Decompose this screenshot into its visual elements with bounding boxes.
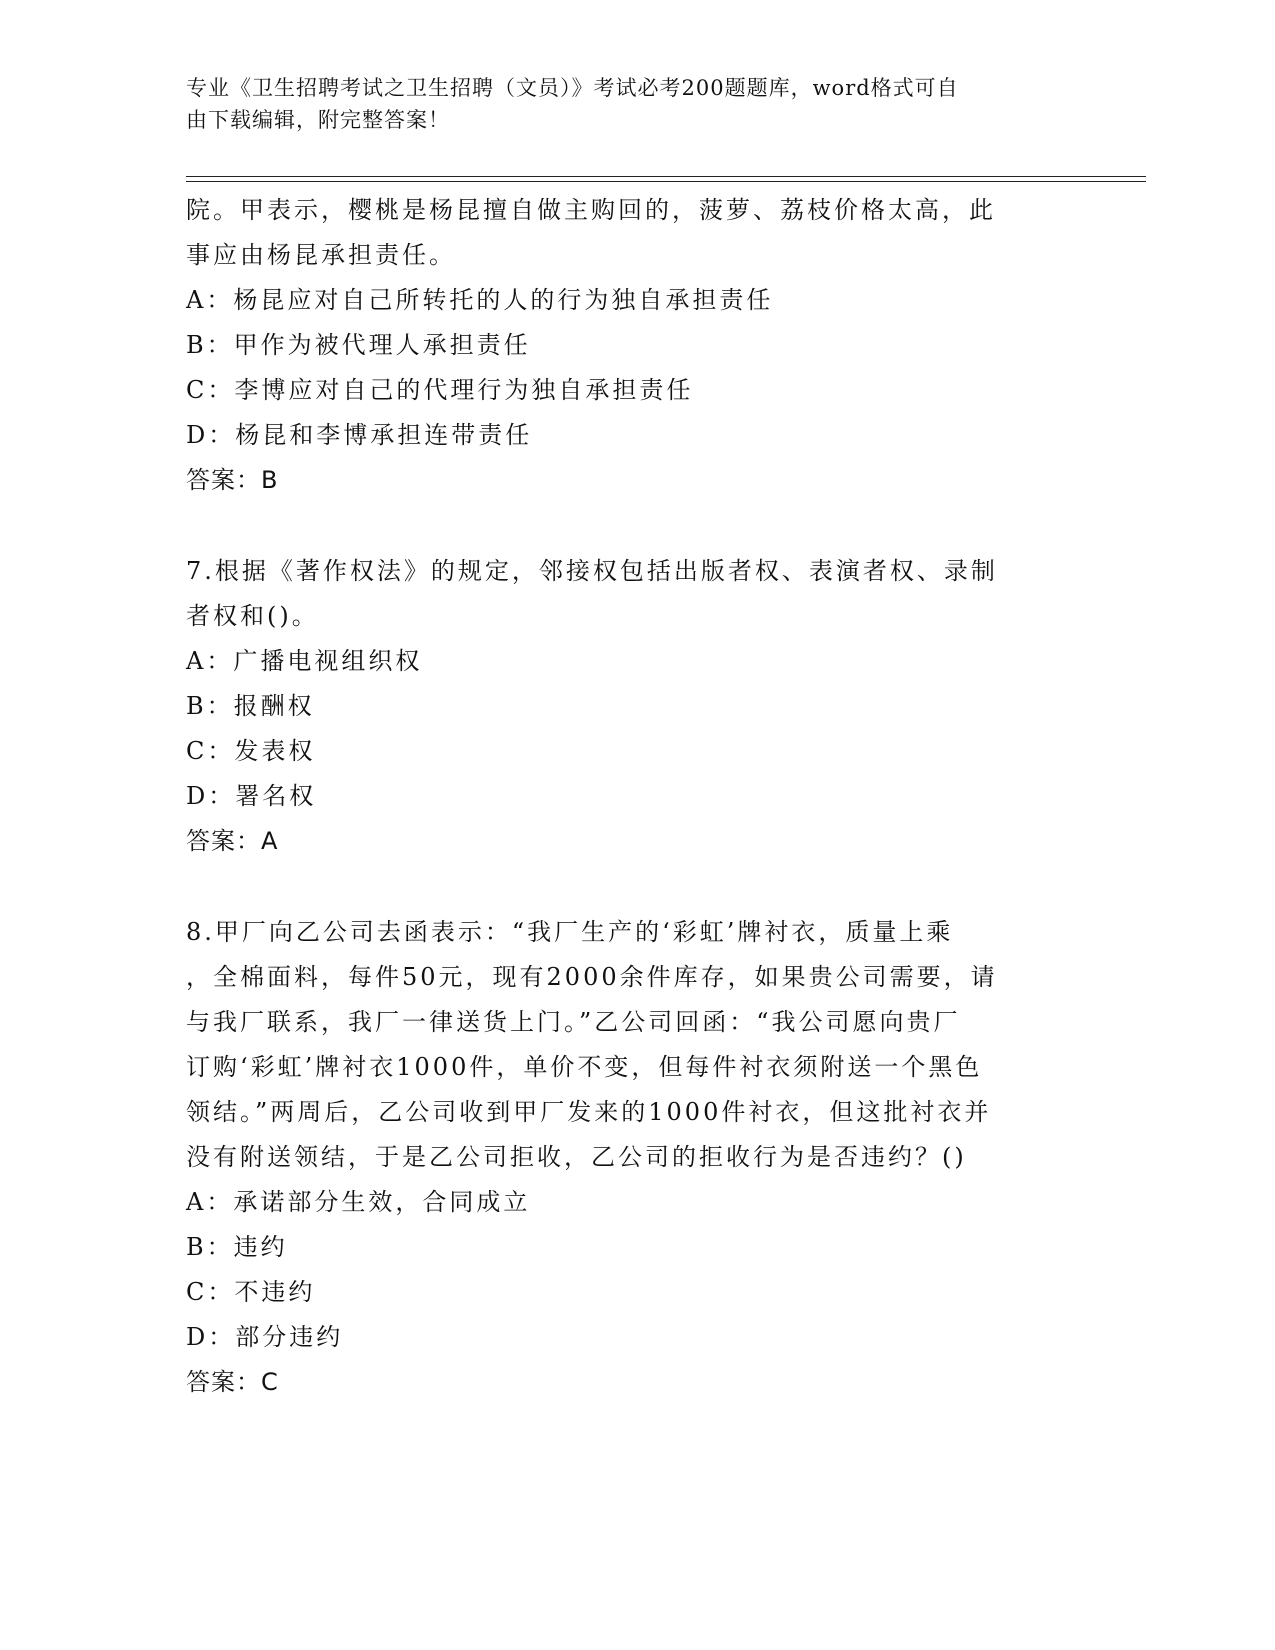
question-stem-line: 7.根据《著作权法》的规定，邻接权包括出版者权、表演者权、录制 (186, 557, 998, 585)
header-line-2: 由下载编辑，附完整答案！ (186, 108, 450, 132)
question-stem-line: 订购‘彩虹’牌衬衣1000件，单价不变，但每件衬衣须附送一个黑色 (186, 1053, 983, 1081)
option-c: C：发表权 (186, 737, 316, 765)
question-6 (186, 188, 1066, 503)
spacer (186, 864, 1066, 910)
question-stem-line: 领结。”两周后，乙公司收到甲厂发来的1000件衬衣，但这批衬衣并 (186, 1098, 992, 1126)
spacer (186, 503, 1066, 549)
answer-label: 答案：B (186, 466, 279, 494)
option-b: B：报酬权 (186, 692, 315, 720)
question-stem-line: 者权和()。 (186, 602, 319, 630)
question-stem-line: ，全棉面料，每件50元，现有2000余件库存，如果贵公司需要，请 (186, 963, 998, 991)
question-stem-line: 院。甲表示，樱桃是杨昆擅自做主购回的，菠萝、荔枝价格太高，此 (186, 196, 996, 224)
option-d: D：杨昆和李博承担连带责任 (186, 421, 533, 449)
option-d: D：署名权 (186, 782, 317, 810)
option-c: C：不违约 (186, 1278, 316, 1306)
header-line-1: 专业《卫生招聘考试之卫生招聘（文员）》考试必考200题题库，word格式可自 (186, 76, 959, 100)
question-stem-line: 事应由杨昆承担责任。 (186, 241, 456, 269)
option-b: B：违约 (186, 1233, 288, 1261)
question-7 (186, 549, 1066, 864)
header-divider-bottom (186, 181, 1146, 182)
option-d: D：部分违约 (186, 1323, 344, 1351)
answer-label: 答案：C (186, 1368, 279, 1396)
question-8 (186, 910, 1066, 1405)
option-a: A：杨昆应对自己所转托的人的行为独自承担责任 (186, 286, 774, 314)
question-stem-line: 与我厂联系，我厂一律送货上门。”乙公司回函：“我公司愿向贵厂 (186, 1008, 961, 1036)
option-b: B：甲作为被代理人承担责任 (186, 331, 531, 359)
question-stem-line: 没有附送领结，于是乙公司拒收，乙公司的拒收行为是否违约？() (186, 1143, 967, 1171)
header-divider-top (186, 176, 1146, 177)
answer-label: 答案：A (186, 827, 279, 855)
option-c: C：李博应对自己的代理行为独自承担责任 (186, 376, 694, 404)
question-stem-line: 8.甲厂向乙公司去函表示：“我厂生产的‘彩虹’牌衬衣，质量上乘 (186, 918, 954, 946)
option-a: A：承诺部分生效，合同成立 (186, 1188, 531, 1216)
option-a: A：广播电视组织权 (186, 647, 423, 675)
page-header (186, 72, 1066, 136)
question-list (186, 188, 1066, 1405)
